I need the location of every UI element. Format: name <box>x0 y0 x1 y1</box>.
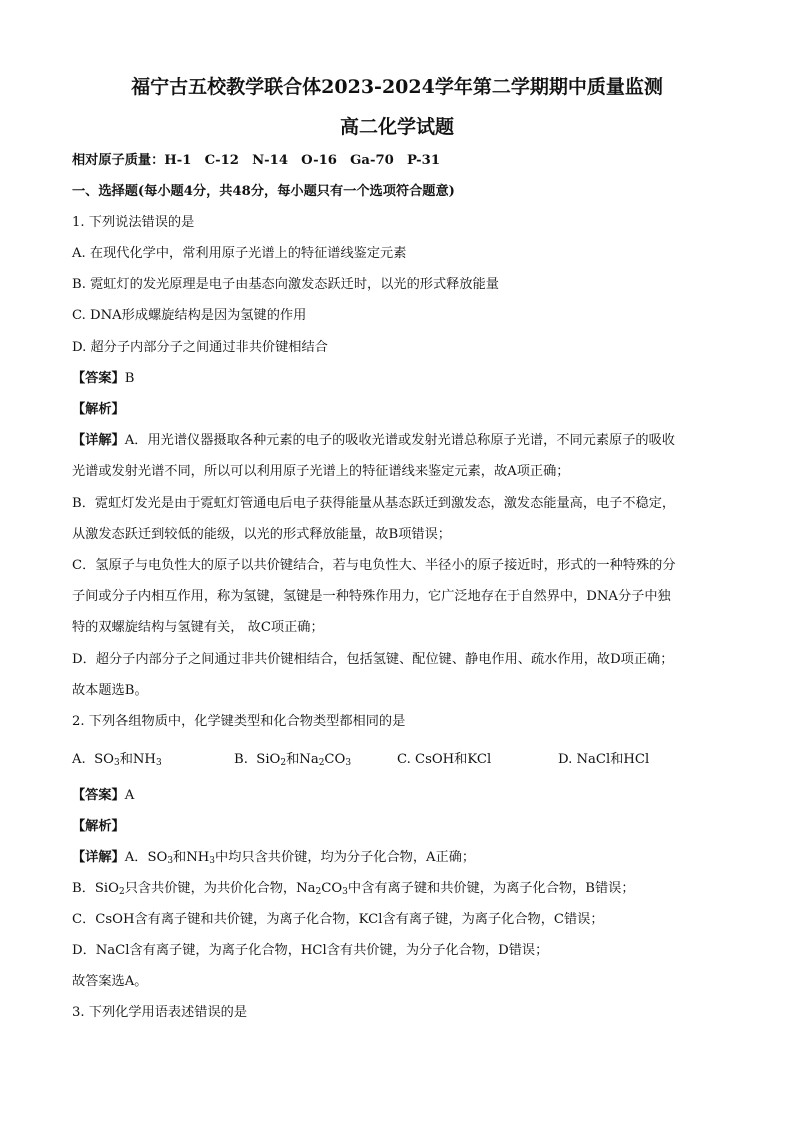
q1-analysis-tag: 【解析】 <box>72 402 125 417</box>
answer-value: B <box>124 371 135 386</box>
q2-option-a: A. $SO_3$和$NH_3$ <box>72 752 162 768</box>
detail-tag: 【详解】 <box>72 433 125 448</box>
q2-option-b: B. SiO$_2$和$Na_2CO_3$ <box>234 752 352 768</box>
q1-answer <box>72 370 134 388</box>
answer-tag: 【答案】 <box>72 371 125 386</box>
q1-option-c: C. DNA形成螺旋结构是因为氢键的作用 <box>72 308 307 323</box>
q2-option-d: D. NaCl和HCl <box>558 752 650 767</box>
q2-stem: 2. 下列各组物质中，化学键类型和化合物类型都相同的是 <box>72 714 406 729</box>
exam-subtitle: 高二化学试题 <box>339 116 454 138</box>
q1-detail-line: D．超分子内部分子之间通过非共价键相结合，包括氢键、配位键、静电作用、疏水作用，故D项正确； <box>72 652 674 667</box>
q2-answer <box>72 787 134 805</box>
q1-detail-line: 光谱或发射光谱不同，所以可以利用原子光谱上的特征谱线来鉴定元素，故A项正确； <box>72 464 570 479</box>
q1-detail-line: B．霓虹灯发光是由于霓虹灯管通电后电子获得能量从基态跃迁到激发态，激发态能量高，电子不稳定， <box>72 496 676 511</box>
answer-tag: 【答案】 <box>72 788 125 803</box>
q2-detail-line: C．CsOH含有离子键和共价键，为离子化合物，KCl含有离子键，为离子化合物，C错误； <box>72 912 604 927</box>
q2-detail-line: B．SiO$_2$只含共价键，为共价化合物，$Na_2CO_3$中含有离子键和共价键，为离子化合物，B错误； <box>72 881 635 897</box>
q1-option-b: B. 霓虹灯的发光原理是电子由基态向激发态跃迁时，以光的形式释放能量 <box>72 277 499 292</box>
q1-detail-line: 特的双螺旋结构与氢键有关， 故C项正确； <box>72 620 324 635</box>
q2-analysis-tag: 【解析】 <box>72 819 125 834</box>
q1-detail-line: 故本题选B。 <box>72 683 148 698</box>
q1-detail-line: 子间或分子内相互作用，称为氢键，氢键是一种特殊作用力，它广泛地存在于自然界中，DNA分子中独 <box>72 589 671 604</box>
q1-detail-line <box>72 432 675 450</box>
q2-option-c: C. CsOH和KCl <box>397 752 492 767</box>
detail-text: A．用光谱仪器摄取各种元素的电子的吸收光谱或发射光谱总称原子光谱，不同元素原子的吸收 <box>124 433 675 448</box>
q1-option-d: D. 超分子内部分子之间通过非共价键相结合 <box>72 340 328 355</box>
q1-option-a: A. 在现代化学中，常利用原子光谱上的特征谱线鉴定元素 <box>72 246 407 261</box>
q2-detail-line: D．NaCl含有离子键，为离子化合物，HCl含有共价键，为分子化合物，D错误； <box>72 943 549 958</box>
section-heading: 一、选择题(每小题4分，共48分，每小题只有一个选项符合题意) <box>72 184 455 199</box>
exam-title: 福宁古五校教学联合体2023-2024学年第二学期期中质量监测 <box>131 76 663 98</box>
q1-detail-line: 从激发态跃迁到较低的能级，以光的形式释放能量，故B项错误； <box>72 527 451 542</box>
q2-detail-line: 【详解】A．$SO_3$和$NH_3$中均只含共价键，均为分子化合物，A正确； <box>72 850 476 866</box>
atomic-masses: 相对原子质量：H-1 C-12 N-14 O-16 Ga-70 P-31 <box>72 153 441 168</box>
q2-conclusion: 故答案选A。 <box>72 974 148 989</box>
detail-tag: 【详解】 <box>72 850 125 865</box>
q3-stem: 3. 下列化学用语表述错误的是 <box>72 1005 248 1020</box>
q1-stem: 1. 下列说法错误的是 <box>72 215 195 230</box>
q1-detail-line: C．氢原子与电负性大的原子以共价键结合，若与电负性大、半径小的原子接近时，形式的一种特殊的分 <box>72 558 676 573</box>
answer-value: A <box>124 788 135 803</box>
